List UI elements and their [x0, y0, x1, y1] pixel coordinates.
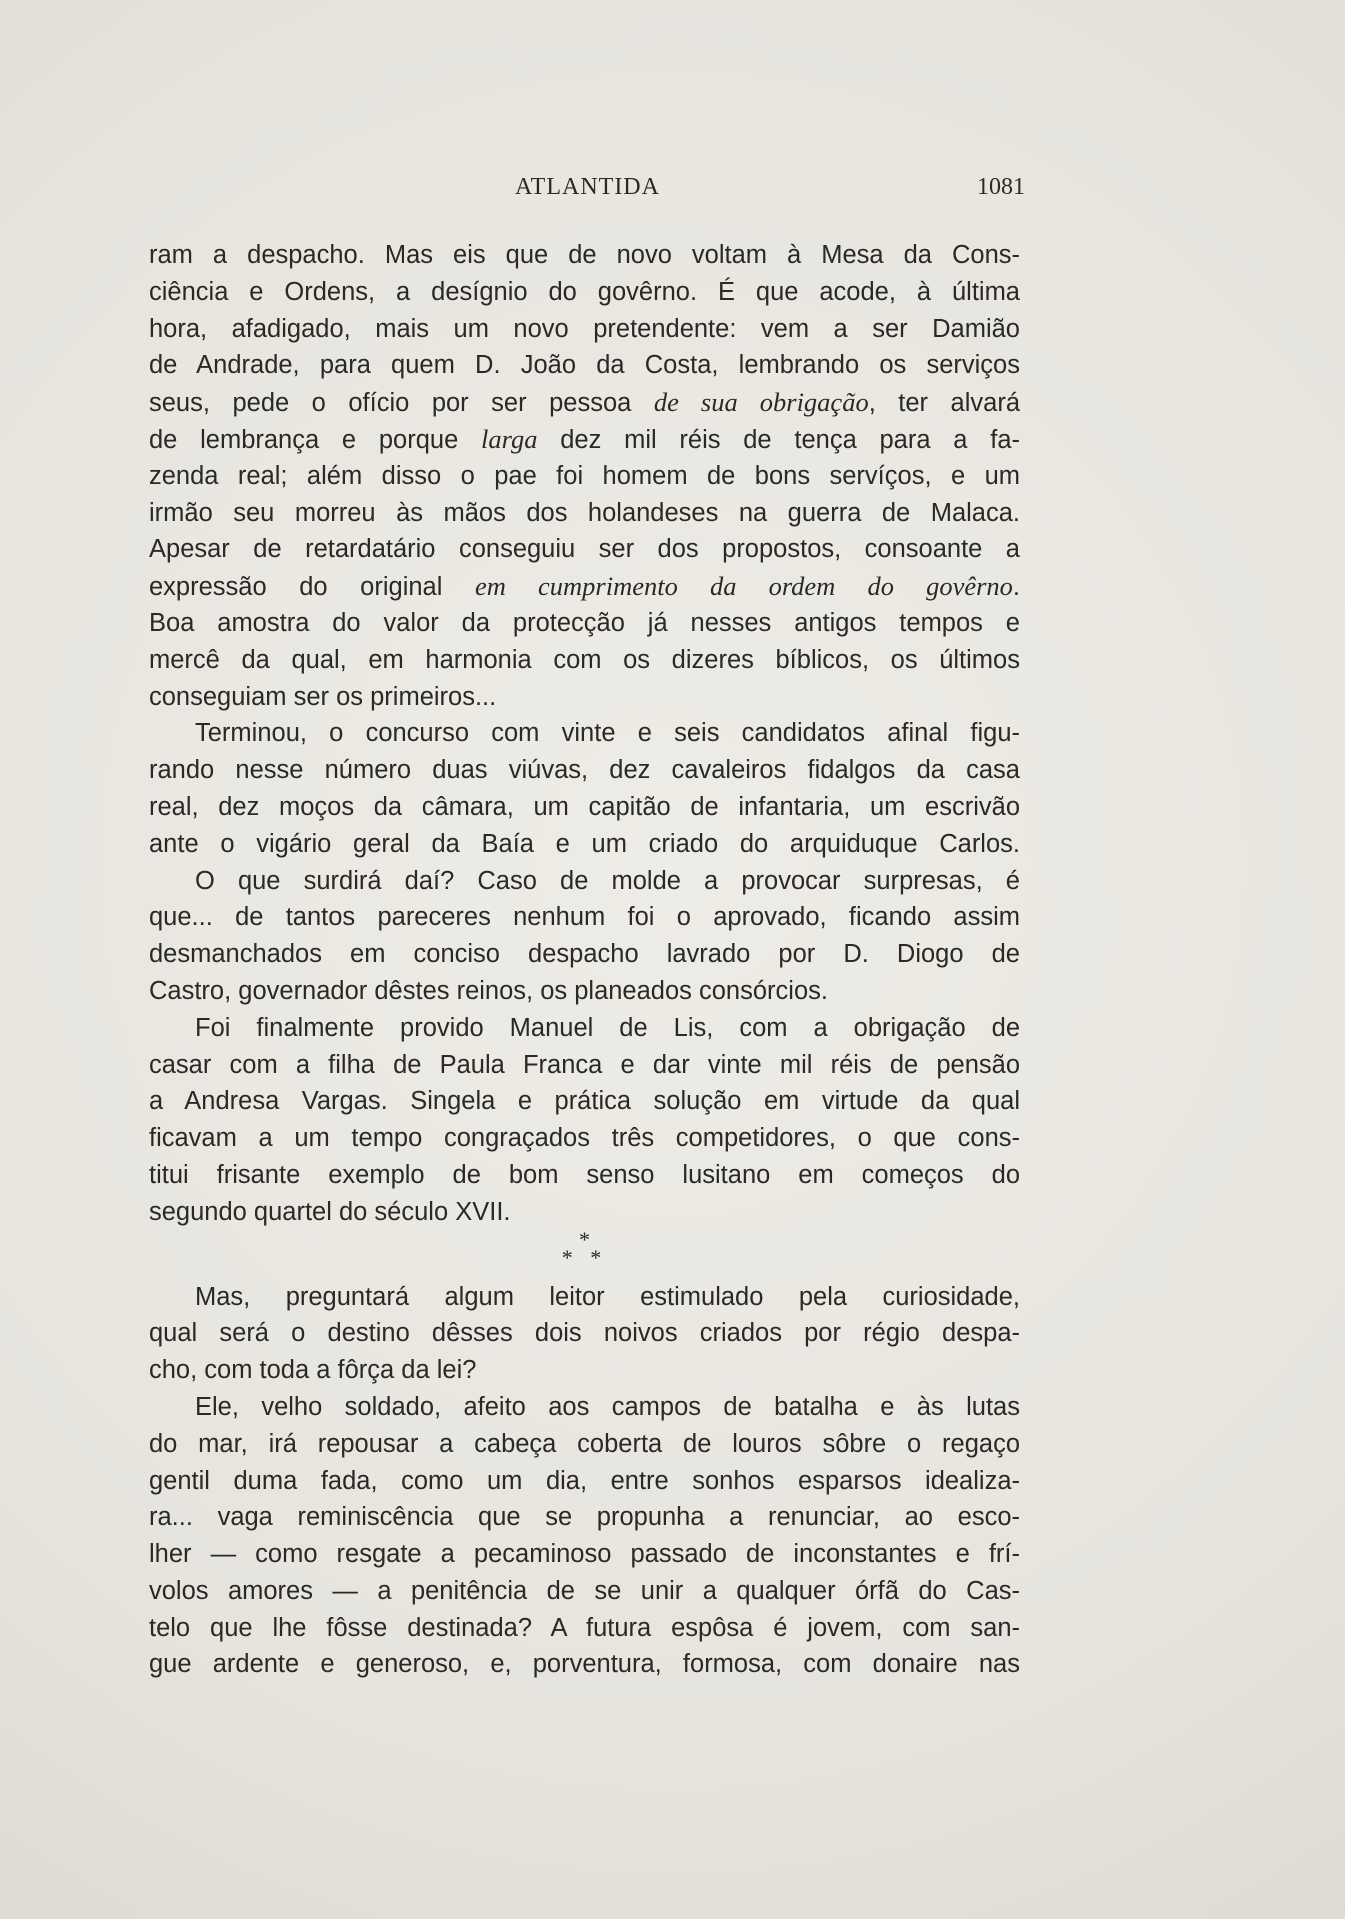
body-text — [149, 237, 1020, 1683]
text-run: casar com a filha de Paula Franca e dar vinte mil réis de pensão — [149, 1050, 1020, 1079]
text-run: gentil duma fada, como um dia, entre sonhos esparsos idealiza- — [149, 1466, 1020, 1495]
text-run: que... de tantos pareceres nenhum foi o aprovado, ficando assim — [149, 903, 1020, 932]
asterism-top: * — [579, 1226, 590, 1252]
text-line — [149, 1499, 1020, 1536]
italic-phrase: larga — [481, 423, 538, 454]
text-run: irmão seu morreu às mãos dos holandeses na guerra de Malaca. — [149, 498, 1020, 527]
text-run: seus, pede o ofício por ser pessoa — [149, 389, 654, 418]
text-run: Foi finalmente provido Manuel de Lis, com a obrigação de — [195, 1013, 1020, 1042]
text-line — [149, 1047, 1020, 1084]
text-line — [149, 1279, 1020, 1316]
text-line — [149, 495, 1020, 532]
text-line — [149, 1315, 1020, 1352]
text-run: ficavam a um tempo congraçados três competidores, o que cons- — [149, 1124, 1020, 1153]
running-header — [150, 174, 1025, 210]
text-line — [149, 311, 1020, 348]
text-line — [149, 642, 1020, 679]
text-run: rando nesse número duas viúvas, dez cavaleiros fidalgos da casa — [149, 756, 1020, 785]
text-line — [149, 1352, 1020, 1389]
text-line — [149, 237, 1020, 274]
text-run: Ele, velho soldado, afeito aos campos de batalha e às lutas — [195, 1392, 1020, 1421]
text-run: hora, afadigado, mais um novo pretendente: vem a ser Damião — [149, 314, 1020, 343]
text-line — [149, 973, 1020, 1010]
text-line — [149, 863, 1020, 900]
text-line — [149, 531, 1020, 568]
roman-numeral: XVII — [455, 1197, 504, 1226]
text-line — [149, 826, 1020, 863]
text-run: O que surdirá daí? Caso de molde a provocar surpresas, é — [195, 866, 1020, 895]
text-line — [149, 274, 1020, 311]
text-run: mercê da qual, em harmonia com os dizeres bíblicos, os últimos — [149, 645, 1020, 674]
text-run: ante o vigário geral da Baía e um criado do arquiduque Carlos. — [149, 829, 1020, 858]
text-line — [149, 605, 1020, 642]
section-break — [149, 1226, 1020, 1279]
text-line — [149, 715, 1020, 752]
text-run: volos amores — a penitência de se unir a qualquer órfã do Cas- — [149, 1576, 1020, 1605]
text-run: Mas, preguntará algum leitor estimulado pela curiosidade, — [195, 1282, 1020, 1311]
text-run: gue ardente e generoso, e, porventura, formosa, com donaire nas — [149, 1650, 1020, 1679]
italic-phrase: de sua obrigação — [653, 387, 869, 418]
asterism-bottom: * * — [561, 1244, 608, 1270]
text-line — [149, 384, 1020, 421]
text-line — [149, 936, 1020, 973]
text-run: do mar, irá repousar a cabeça coberta de louros sôbre o regaço — [149, 1429, 1020, 1458]
text-run: a Andresa Vargas. Singela e prática solução em virtude da qual — [149, 1087, 1020, 1116]
text-line — [149, 1194, 1020, 1231]
text-line — [149, 1463, 1020, 1500]
text-line — [149, 458, 1020, 495]
text-run: real, dez moços da câmara, um capitão de infantaria, um escrivão — [149, 792, 1020, 821]
text-line — [149, 421, 1020, 458]
text-run: telo que lhe fôsse destinada? A futura espôsa é jovem, com san- — [149, 1613, 1020, 1642]
text-run: ra... vaga reminiscência que se propunha a renunciar, ao esco- — [149, 1503, 1020, 1532]
text-line — [149, 1157, 1020, 1194]
text-line — [149, 568, 1020, 605]
text-line — [149, 789, 1020, 826]
text-run: zenda real; além disso o pae foi homem de bons servíços, e um — [149, 461, 1020, 490]
text-run: Apesar de retardatário conseguiu ser dos propostos, consoante a — [149, 535, 1020, 564]
text-line — [149, 1010, 1020, 1047]
text-run: Boa amostra do valor da protecção já nesses antigos tempos e — [149, 608, 1020, 637]
running-title: ATLANTIDA — [515, 174, 660, 200]
text-run: desmanchados em conciso despacho lavrado por D. Diogo de — [149, 940, 1020, 969]
text-run: titui frisante exemplo de bom senso lusitano em começos do — [149, 1160, 1020, 1189]
text-line — [149, 1083, 1020, 1120]
text-line — [149, 899, 1020, 936]
text-run: . — [1012, 573, 1020, 602]
text-line — [149, 1426, 1020, 1463]
text-run: dez mil réis de tença para a fa- — [537, 425, 1020, 454]
text-run: Terminou, o concurso com vinte e seis candidatos afinal figu- — [195, 719, 1020, 748]
text-line — [149, 1120, 1020, 1157]
text-line — [149, 1536, 1020, 1573]
text-run: qual será o destino dêsses dois noivos criados por régio despa- — [149, 1319, 1020, 1348]
text-run: lher — como resgate a pecaminoso passado de inconstantes e frí- — [149, 1540, 1020, 1569]
text-line — [149, 1646, 1020, 1683]
text-run: de lembrança e porque — [149, 425, 482, 454]
page-number: 1081 — [977, 174, 1025, 200]
text-run: cho, com toda a fôrça da lei? — [149, 1356, 477, 1385]
text-line — [149, 347, 1020, 384]
text-run: ram a despacho. Mas eis que de novo voltam à Mesa da Cons- — [149, 241, 1020, 269]
text-run: conseguiam ser os primeiros... — [149, 682, 497, 711]
text-run: . — [503, 1197, 511, 1226]
text-run: de Andrade, para quem D. João da Costa, lembrando os serviços — [149, 351, 1020, 380]
text-run: segundo quartel do século — [149, 1197, 456, 1226]
text-line — [149, 752, 1020, 789]
text-line — [149, 679, 1020, 716]
text-run: Castro, governador dêstes reinos, os planeados consórcios. — [149, 976, 828, 1005]
text-line — [149, 1573, 1020, 1610]
text-line — [149, 1610, 1020, 1647]
text-run: expressão do original — [149, 573, 475, 602]
italic-phrase: em cumprimento da ordem do govêrno — [474, 571, 1013, 602]
text-line — [149, 1389, 1020, 1426]
text-run: , ter alvará — [868, 389, 1021, 418]
text-run: ciência e Ordens, a desígnio do govêrno. É que acode, à última — [149, 277, 1020, 306]
